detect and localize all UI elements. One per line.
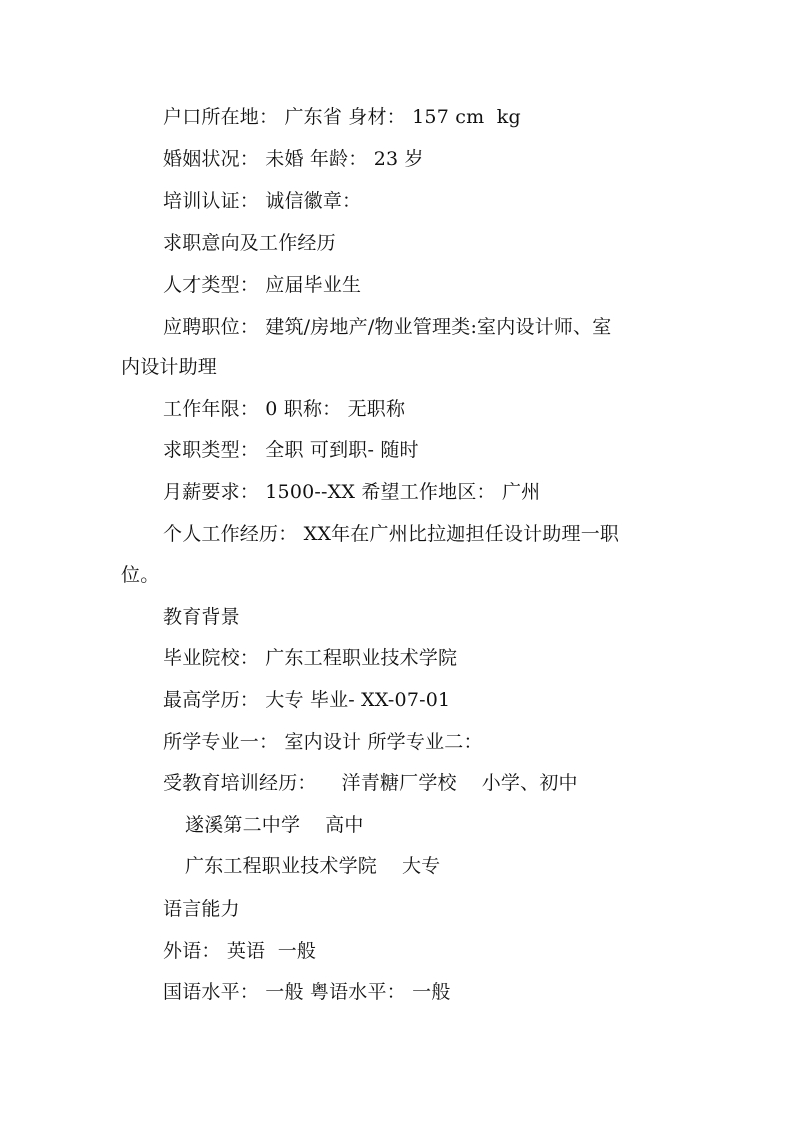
- education-history-line-2: 遂溪第二中学 高中: [185, 814, 364, 836]
- job-intent-section-heading: 求职意向及工作经历: [163, 232, 336, 254]
- foreign-language-line: 外语： 英语 一般: [163, 940, 317, 962]
- applied-position-continuation-line: 内设计助理: [121, 356, 218, 378]
- work-experience-line: 个人工作经历： XX年在广州比拉迦担任设计助理一职: [163, 523, 620, 545]
- training-certification-line: 培训认证： 诚信徽章：: [163, 190, 362, 212]
- years-and-title-line: 工作年限： 0 职称： 无职称: [163, 398, 406, 420]
- work-experience-continuation-line: 位。: [121, 564, 160, 586]
- mandarin-cantonese-line: 国语水平： 一般 粤语水平： 一般: [163, 981, 451, 1003]
- education-section-heading: 教育背景: [163, 606, 240, 628]
- majors-line: 所学专业一： 室内设计 所学专业二：: [163, 731, 483, 753]
- education-history-line-3: 广东工程职业技术学院 大专: [185, 855, 441, 877]
- language-section-heading: 语言能力: [163, 898, 240, 920]
- graduate-school-line: 毕业院校： 广东工程职业技术学院: [163, 647, 458, 669]
- salary-and-location-line: 月薪要求： 1500--XX 希望工作地区： 广州: [163, 481, 541, 503]
- job-type-line: 求职类型： 全职 可到职- 随时: [163, 439, 419, 461]
- marital-status-and-age-line: 婚姻状况： 未婚 年龄： 23 岁: [163, 148, 424, 170]
- education-history-line-1: 受教育培训经历： 洋青糖厂学校 小学、初中: [163, 772, 578, 794]
- registered-residence-and-height-line: 户口所在地： 广东省 身材： 157 cm kg: [163, 106, 521, 128]
- highest-degree-line: 最高学历： 大专 毕业- XX-07-01: [163, 689, 451, 711]
- talent-type-line: 人才类型： 应届毕业生: [163, 274, 362, 296]
- applied-position-line: 应聘职位： 建筑/房地产/物业管理类:室内设计师、室: [163, 316, 612, 338]
